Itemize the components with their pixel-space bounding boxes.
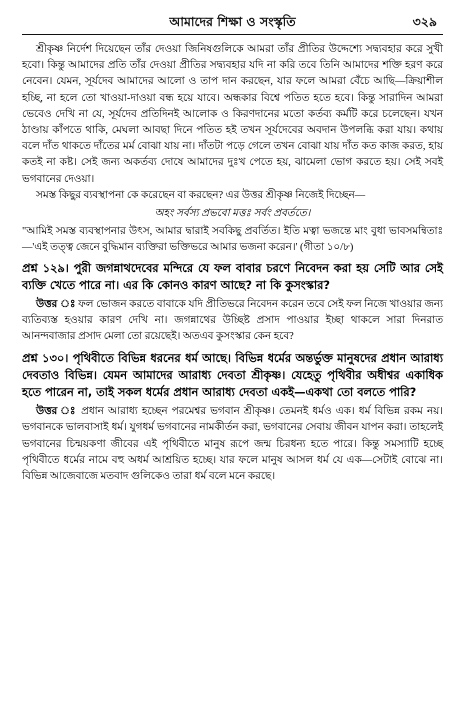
header-rule bbox=[22, 34, 443, 35]
question-130: প্রশ্ন ১৩০। পৃথিবীতে বিভিন্ন ধরনের ধর্ম আছে। বিভিন্ন ধর্মের অন্তর্ভুক্ত মানুষদের প্রধান আরাধ্য দেবতাও বিভিন্ন। যেমন আমাদের আরাধ্য দেবতা শ্রীকৃষ্ণ। যেহেতু পৃথিবীর অধীশ্বর একাধিক হতে পারেন না, তাই সকল ধর্মের প্রধান আরাধ্য দেবতা একই—একথা তো বলতে পারি? bbox=[22, 351, 443, 400]
answer-130 bbox=[22, 403, 443, 485]
question-129: প্রশ্ন ১২৯। পুরী জগন্নাথদেবের মন্দিরে যে ফল বাবার চরণে নিবেদন করা হয় সেটি আর সেই ব্যক্তি খেতে পারে না। এর কি কোনও কারণ আছে? না কি কুসংস্কার? bbox=[22, 260, 443, 292]
answer-129 bbox=[22, 296, 443, 346]
paragraph-2: সমস্ত কিছুর ব্যবস্থাপনা কে করেছেন বা করছেন? এর উত্তর শ্রীকৃষ্ণ নিজেই দিচ্ছেন— bbox=[36, 189, 366, 201]
answer-label: উত্তর ঃ bbox=[36, 405, 77, 418]
sanskrit-verse: অহং সর্বস্য প্রভবো মত্তঃ সর্বং প্রবর্ততে। bbox=[154, 208, 311, 220]
paragraph-3: "আমিই সমস্ত ব্যবস্থাপনার উৎস, আমার দ্বারাই সবকিছু প্রবর্তিত। ইতি মত্বা ভজন্তে মাং বুধা ভাবসমন্বিতাঃ—'এই তত্ত্ব জেনে বুদ্ধিমান ব্যক্তিরা ভক্তিভরে আমার ভজনা করেন।' (গীতা ১০/৮) bbox=[22, 226, 443, 254]
page-number: ৩২৯ bbox=[412, 14, 437, 29]
paragraph-1: শ্রীকৃষ্ণ নির্দেশ দিয়েছেন তাঁর দেওয়া জিনিষগুলিকে আমরা তাঁর প্রীতির উদ্দেশ্যে সদ্ব্যবহার করে সুখী হবো। কিন্তু আমাদের প্রতি তাঁর দেওয়া প্রীতির সদ্ব্যবহার যদি না করি তবে তিনি আমাদের শক্তি হরণ করে নেবেন। যেমন, সূর্যদেব আমাদের আলো ও তাপ দান করছেন, যার ফলে আমরা বেঁচে আছি—ক্রিয়াশীল হচ্ছি, না হলে তো খাওয়া-দাওয়া বন্ধ হয়ে যাবে। অন্ধকার বিশ্বে পতিত হতে হবে। কিন্তু সারাদিন আমরা ভেবেও দেখি না যে, সূর্যদেব প্রতিদিনই আলোক ও কিরণদানের মতো কর্তব্য কর্মটি করে চলেছেন। যখন ঠাণ্ডায় কাঁপতে থাকি, মেঘলা আবছা দিনে পতিত হই তখন সূর্যদেবের অবদান উপলব্ধি করা যায়। কথায় বলে দাঁত থাকতে দাঁতের মর্ম বোঝা যায় না। দাঁতটা পড়ে গেলে তখন বোঝা যায় দাঁত কত কাজ করত, হায় কতই না কষ্ট। সেই জন্য অকর্তব্য দোষে আমাদের দুঃখ পেতে হয়, ঝামেলা ভোগ করতে হয়। সেই সবই ভগবানের দেওয়া। bbox=[22, 44, 443, 185]
header-title: আমাদের শিক্ষা ও সংস্কৃতি bbox=[169, 14, 296, 29]
running-header bbox=[22, 10, 443, 32]
answer-text: ফল ভোজন করতে বাবাকে যদি প্রীতিভরে নিবেদন করেন তবে সেই ফল নিজে খাওয়ার জন্য ব্যতিব্যস্ত হওয়ার কারণ দেখি না। জগন্নাথের উচ্ছিষ্ট প্রসাদ পাওয়ার ইচ্ছা থাকলে সারা দিনরাত আনন্দবাজার প্রসাদ মেলা তো রয়েছেই। অতএব কুসংস্কার কেন হবে? bbox=[22, 298, 444, 343]
answer-text: প্রধান আরাধ্য হচ্ছেন পরমেশ্বর ভগবান শ্রীকৃষ্ণ। তেমনই ধর্মও এক। ধর্ম বিভিন্ন রকম নয়। ভগবানকে ভালবাসাই ধর্ম। যুগধর্ম ভগবানের নামকীর্তন করা, ভগবানের সেবায় জীবন যাপন করা। তাহলেই ভগবানের চিন্ময়কণা জীবের এই পৃথিবীতে মানুষ রূপে জন্ম চিরধন্য হতে পারে। কিন্তু সমস্যাটি হচ্ছে পৃথিবীতে ধর্মের নামে বহু অধর্ম আশ্রয়িত হচ্ছে। যার ফলে মানুষ আসল ধর্ম যে এক—সেটাই বোঝে না। বিভিন্ন আজেবাজে মতবাদ গুলিকেও তারা ধর্ম বলে মনে করছে। bbox=[22, 406, 443, 483]
page-body bbox=[22, 42, 443, 485]
answer-label: উত্তর ঃ bbox=[36, 297, 76, 310]
